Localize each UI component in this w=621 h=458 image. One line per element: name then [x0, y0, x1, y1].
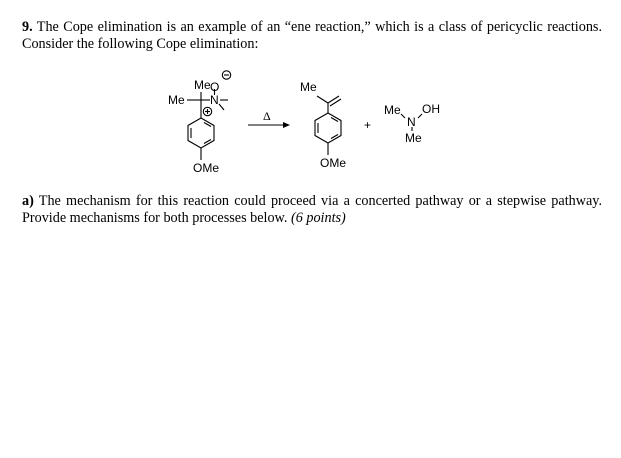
product-2-hydroxyl: OH [422, 102, 440, 116]
arrow-condition-delta: Δ [263, 109, 271, 123]
product-1-ome: OMe [320, 156, 347, 170]
product-1-me: Me [300, 80, 317, 94]
product-1-structure [315, 96, 341, 155]
reactant-ome: OMe [193, 161, 220, 175]
reactant-ring [188, 118, 214, 148]
reactant-me-left: Me [168, 93, 185, 107]
product-2-nitrogen: N [407, 115, 416, 129]
reactant-nitrogen: N [210, 93, 219, 107]
product-2-me-bottom: Me [405, 131, 422, 145]
question-number: 9. [22, 19, 33, 35]
reactant-me-top: Me [194, 78, 211, 92]
question-body: The Cope elimination is an example of an “ene reaction,” which is a class of pericyclic reactions. Consider the following Cope elimination: [22, 19, 602, 52]
cope-elimination-scheme [0, 0, 621, 200]
part-a-points: (6 points) [290, 210, 346, 226]
product-1-ring [315, 113, 341, 143]
product-2-me-n-bond [401, 114, 405, 118]
part-a-label: a) [22, 193, 34, 209]
part-a-body: The mechanism for this reaction could proceed via a concerted pathway or a stepwise pathway. Provide mechanisms for both processes below. [22, 193, 602, 226]
reactant-oxygen: O [210, 80, 220, 94]
part-a-text [22, 193, 602, 227]
product-2-me-left: Me [384, 103, 401, 117]
reactant-n-me-down-bond [219, 104, 224, 110]
plus-sign: + [364, 118, 372, 132]
product-1-vinyl-me-bond [317, 96, 328, 103]
